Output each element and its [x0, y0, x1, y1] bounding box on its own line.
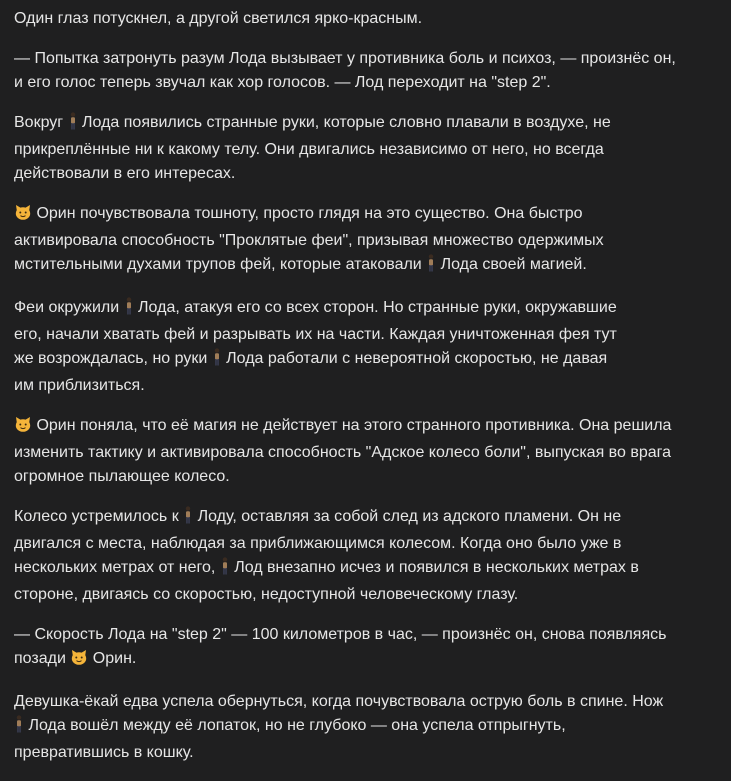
- text-segment: превратившись в кошку.: [14, 744, 194, 761]
- text-segment: Девушка-ёкай едва успела обернуться, когда почувствовала острую боль в спине. Нож: [14, 693, 664, 710]
- text-segment: двигался с места, наблюдая за приближающимся колесом. Когда оно было уже в: [14, 535, 622, 552]
- text-line: [14, 7, 714, 31]
- text-segment: — Попытка затронуть разум Лода вызывает у противника боль и психоз, — произнёс он,: [14, 50, 676, 67]
- text-line: [14, 505, 714, 532]
- story-text: [14, 7, 714, 781]
- text-line: [14, 556, 714, 583]
- text-line: [14, 162, 714, 186]
- story-paragraph: [14, 296, 714, 398]
- text-segment: действовали в его интересах.: [14, 165, 236, 182]
- person-standing-icon: [14, 715, 24, 741]
- text-line: [14, 714, 714, 741]
- text-segment: Феи окружили: [14, 299, 124, 316]
- cat-face-icon: [14, 203, 32, 229]
- text-line: [14, 374, 714, 398]
- person-standing-icon: [68, 112, 78, 138]
- text-segment: Лода работали с невероятной скоростью, не давая: [221, 350, 608, 367]
- text-segment: Колесо устремилось к: [14, 508, 184, 525]
- story-paragraph: [14, 505, 714, 607]
- text-segment: Лода появились странные руки, которые словно плавали в воздухе, не: [77, 114, 611, 131]
- text-segment: — Скорость Лода на "step 2" — 100 километров в час, — произнёс он, снова появляясь: [14, 626, 667, 643]
- text-segment: Один глаз потускнел, а другой светился ярко-красным.: [14, 10, 423, 27]
- text-segment: позади: [14, 650, 71, 667]
- text-segment: мстительными духами трупов фей, которые атаковали: [14, 256, 427, 273]
- story-paragraph: [14, 7, 714, 31]
- story-paragraph: [14, 690, 714, 765]
- text-segment: огромное пылающее колесо.: [14, 468, 230, 485]
- text-segment: Лоду, оставляя за собой след из адского пламени. Он не: [193, 508, 622, 525]
- text-line: [14, 623, 714, 647]
- text-line: [14, 229, 714, 253]
- story-paragraph: [14, 202, 714, 280]
- cat-face-icon: [70, 648, 88, 674]
- story-paragraph: [14, 47, 714, 95]
- text-line: [14, 441, 714, 465]
- text-segment: им приблизиться.: [14, 377, 145, 394]
- text-line: [14, 741, 714, 765]
- text-line: [14, 647, 714, 674]
- text-line: [14, 71, 714, 95]
- text-segment: активировала способность "Проклятые феи", призывая множество одержимых: [14, 232, 604, 249]
- text-line: [14, 583, 714, 607]
- text-segment: прикреплённые ни к какому телу. Они двигались независимо от него, но всегда: [14, 141, 604, 158]
- text-line: [14, 690, 714, 714]
- text-segment: Лода своей магией.: [436, 256, 587, 273]
- story-paragraph: [14, 623, 714, 674]
- text-line: [14, 532, 714, 556]
- text-line: [14, 47, 714, 71]
- text-segment: стороне, двигаясь со скоростью, недоступной человеческому глазу.: [14, 586, 519, 603]
- text-segment: его, начали хватать фей и разрывать их на части. Каждая уничтоженная фея тут: [14, 326, 617, 343]
- text-segment: и его голос теперь звучал как хор голосов. — Лод переходит на "step 2".: [14, 74, 551, 91]
- person-standing-icon: [212, 348, 222, 374]
- text-segment: Лод внезапно исчез и появился в нескольких метрах в: [229, 559, 639, 576]
- text-segment: Орин.: [88, 650, 137, 667]
- person-standing-icon: [220, 557, 230, 583]
- person-standing-icon: [426, 254, 436, 280]
- text-segment: же возрождалась, но руки: [14, 350, 212, 367]
- text-line: [14, 347, 714, 374]
- text-line: [14, 202, 714, 229]
- text-line: [14, 296, 714, 323]
- cat-face-icon: [14, 415, 32, 441]
- story-paragraph: [14, 414, 714, 489]
- text-segment: Вокруг: [14, 114, 68, 131]
- text-segment: Орин поняла, что её магия не действует на этого странного противника. Она решила: [32, 417, 672, 434]
- text-segment: Орин почувствовала тошноту, просто глядя на это существо. Она быстро: [32, 205, 583, 222]
- text-segment: Лода вошёл между её лопаток, но не глубоко — она успела отпрыгнуть,: [24, 717, 566, 734]
- text-segment: Лода, атакуя его со всех сторон. Но странные руки, окружавшие: [133, 299, 617, 316]
- text-segment: изменить тактику и активировала способность "Адское колесо боли", выпуская во врага: [14, 444, 672, 461]
- text-line: [14, 111, 714, 138]
- story-paragraph: [14, 111, 714, 186]
- text-line: [14, 323, 714, 347]
- person-standing-icon: [124, 297, 134, 323]
- person-standing-icon: [183, 506, 193, 532]
- text-line: [14, 465, 714, 489]
- text-line: [14, 253, 714, 280]
- text-segment: нескольких метрах от него,: [14, 559, 220, 576]
- text-line: [14, 138, 714, 162]
- text-line: [14, 414, 714, 441]
